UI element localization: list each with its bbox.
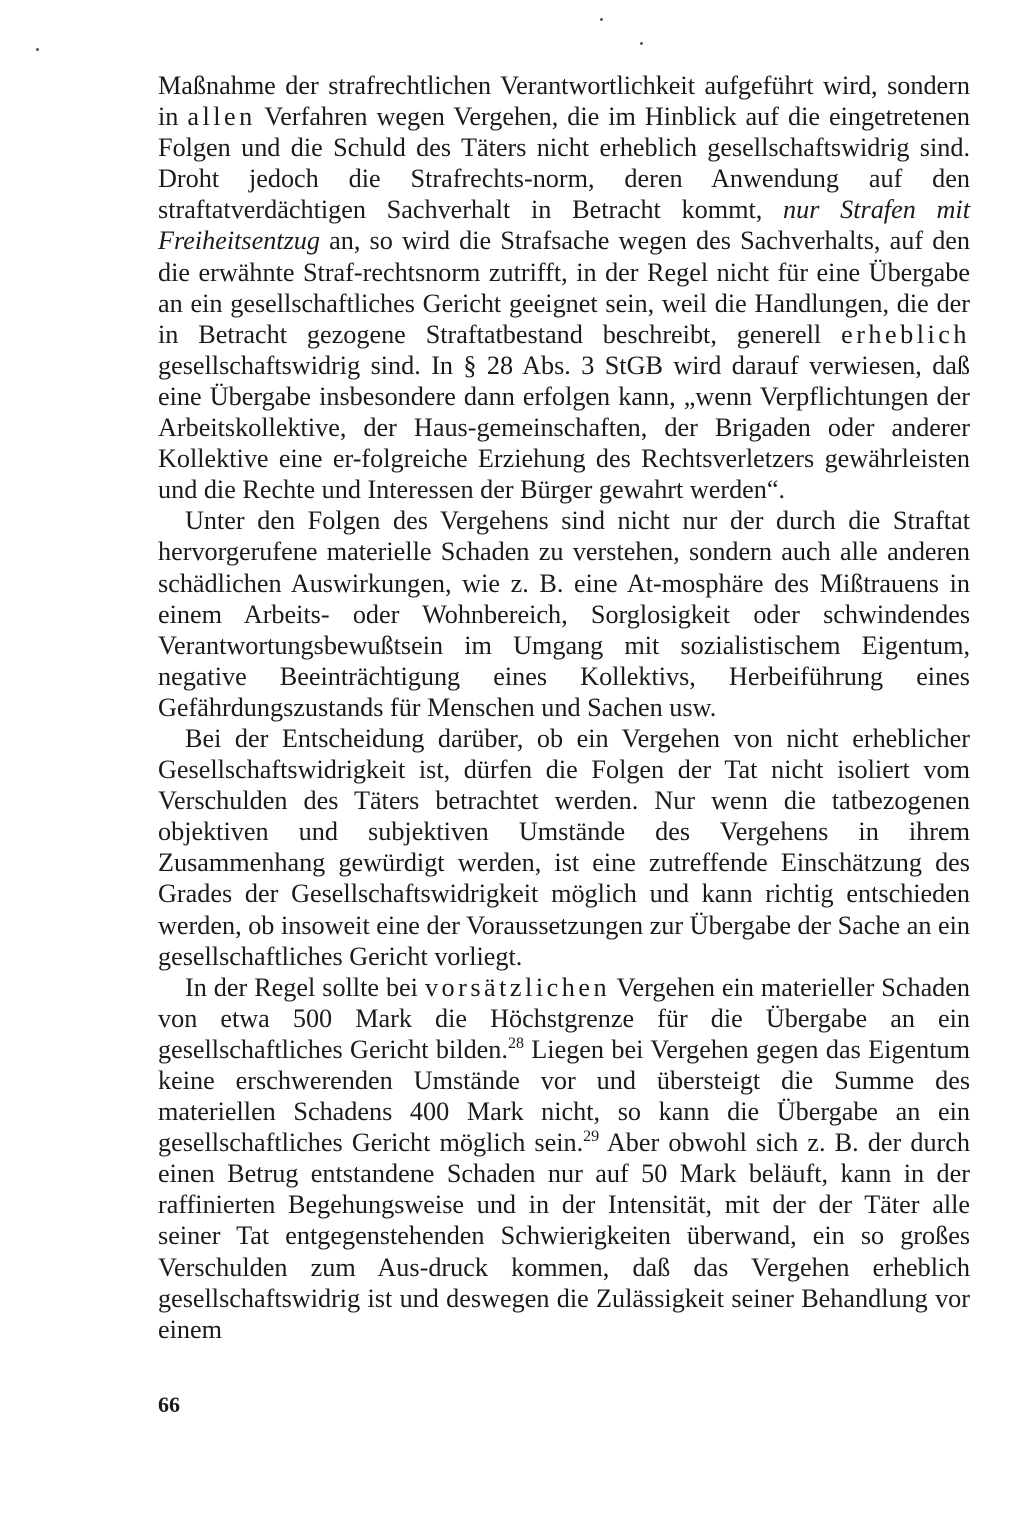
text-run: Aber xyxy=(599,1128,660,1158)
text-run: erheblich xyxy=(841,319,971,349)
text-run: möglich und kann richtig entschieden werden, ob insoweit eine der xyxy=(158,879,970,940)
text-run: rechtsnorm zutrifft, in der Regel nicht für eine Übergabe an ein xyxy=(158,257,970,318)
paragraph xyxy=(158,972,970,1345)
text-run: erheblich gesellschaftswidrig sind. Droht jedoch die Strafrechts- xyxy=(158,133,970,194)
paragraph xyxy=(158,723,970,972)
text-run: In der Regel sollte bei xyxy=(185,972,425,1002)
text-run: das Eigentum keine erschwerenden Umstände vor und übersteigt xyxy=(158,1034,970,1095)
text-run: vorsätzlichen xyxy=(424,972,611,1002)
footnote-ref: 28 xyxy=(507,1034,524,1052)
scan-speck xyxy=(36,48,39,51)
scan-speck xyxy=(640,42,643,45)
text-run: Übergabe an ein gesellschaftliches Gericht möglich sein. xyxy=(158,1097,971,1158)
text-run: der in Betracht gezogene Straftatbestand beschreibt, generell xyxy=(158,288,971,349)
text-run: erheblicher Gesellschaftswidrigkeit ist, dürfen die Folgen der Tat xyxy=(158,723,970,785)
footnote-ref: 29 xyxy=(583,1128,600,1146)
text-run: auf die eingetretenen Folgen und die Schuld des Täters nicht xyxy=(158,102,970,163)
text-run: zutreffende Einschätzung des Grades der Gesellschaftswidrigkeit xyxy=(158,848,970,909)
paragraph xyxy=(158,70,970,505)
text-run: norm, deren Anwendung auf den straftatverdächtigen Sachverhalt xyxy=(158,164,970,225)
page-number: 66 xyxy=(158,1392,180,1417)
text-run: und deswegen die Zulässigkeit seiner Behandlung vor einem xyxy=(158,1283,970,1344)
body-text xyxy=(158,70,970,1345)
text-run: mosphäre des Mißtrauens in einem Arbeits- oder Wohnbereich, xyxy=(158,568,970,629)
text-run: Maßnahme der strafrechtlichen Verantwortlichkeit aufgeführt xyxy=(158,71,814,100)
text-run: Straftat hervorgerufene materielle Schaden zu verstehen, sondern xyxy=(158,506,970,567)
text-run: Bei der Entscheidung darüber, ob ein Vergehen von nicht xyxy=(185,723,839,753)
text-run: ein gesellschaftliches Gericht bilden. xyxy=(158,1003,971,1064)
text-run: folgreiche Erziehung des Rechtsverletzers gewährleisten und die xyxy=(158,444,970,505)
text-run: gesellschaftliches Gericht geeignet sein, weil die Handlungen, die xyxy=(230,288,929,318)
text-run: allen xyxy=(187,102,256,132)
text-run: obwohl sich z. B. der durch einen Betrug entstandene Schaden nur xyxy=(158,1128,971,1189)
text-run: Rechte und Interessen der Bürger gewahrt werden“. xyxy=(242,475,786,505)
text-run: die Summe des materiellen Schadens 400 Mark nicht, so kann die xyxy=(158,1066,971,1127)
text-run: Unter den Folgen des Vergehens sind nicht nur der durch die xyxy=(185,506,881,536)
scan-speck xyxy=(600,18,603,21)
text-run: Vergehen ein materieller xyxy=(610,972,875,1002)
text-run: nicht isoliert vom Verschulden des Täters betrachtet werden. Nur xyxy=(158,755,971,816)
text-run: eines Kollektivs, Herbeiführung eines Gefährdungszustands für xyxy=(158,661,970,722)
text-run: Strafsache wegen des Sachverhalts, auf den die erwähnte Straf- xyxy=(158,226,971,287)
text-run: Sorglosigkeit oder schwindendes Verantwortungsbewußtsein im xyxy=(158,599,971,660)
text-run: nur Strafen mit Freiheitsentzug xyxy=(158,195,970,256)
text-run: an, so wird die xyxy=(319,226,492,256)
paragraph xyxy=(158,505,970,723)
text-run: Menschen und Sachen usw. xyxy=(427,692,717,722)
text-run: auch alle anderen schädlichen Auswirkungen, wie z. B. eine At- xyxy=(158,537,970,598)
text-run: Schaden von etwa 500 Mark die Höchstgrenze für die Übergabe an xyxy=(158,972,970,1033)
text-run: wird, sondern in xyxy=(158,71,970,132)
text-run: Umgang mit sozialistischem Eigentum, negative Beeinträchtigung xyxy=(158,630,970,691)
text-run: Schwierigkeiten überwand, ein so großes Verschulden zum Aus- xyxy=(158,1221,971,1282)
text-run: auf 50 Mark beläuft, kann in der raffinierten Begehungsweise und xyxy=(158,1159,970,1220)
text-run: darauf verwiesen, daß eine Übergabe insbesondere dann erfolgen xyxy=(158,350,971,411)
text-run: gesellschaftswidrig sind. In § 28 Abs. 3 StGB wird xyxy=(158,350,722,380)
text-run: Vergehens in ihrem Zusammenhang gewürdigt werden, ist eine xyxy=(158,817,970,878)
text-run: Voraussetzungen zur Übergabe der Sache an ein gesellschaftliches xyxy=(158,910,970,971)
text-run: druck kommen, daß das Vergehen erheblich gesellschaftswidrig ist xyxy=(158,1252,971,1313)
text-run: wenn die tatbezogenen objektiven und subjektiven Umstände des xyxy=(158,786,971,847)
text-run: Gericht vorliegt. xyxy=(349,941,523,971)
text-run: gemeinschaften, der Brigaden oder anderer Kollektive eine er- xyxy=(158,413,970,474)
text-run: in der Intensität, mit der der Täter alle seiner Tat entgegenstehenden xyxy=(158,1190,971,1251)
text-run: Verfahren wegen Vergehen, die im Hinblick xyxy=(255,102,737,132)
text-run: kann, „wenn Verpflichtungen der Arbeitskollektive, der Haus- xyxy=(158,381,970,443)
text-run: Liegen bei Vergehen gegen xyxy=(523,1034,819,1064)
text-run: in Betracht kommt, xyxy=(531,195,784,225)
